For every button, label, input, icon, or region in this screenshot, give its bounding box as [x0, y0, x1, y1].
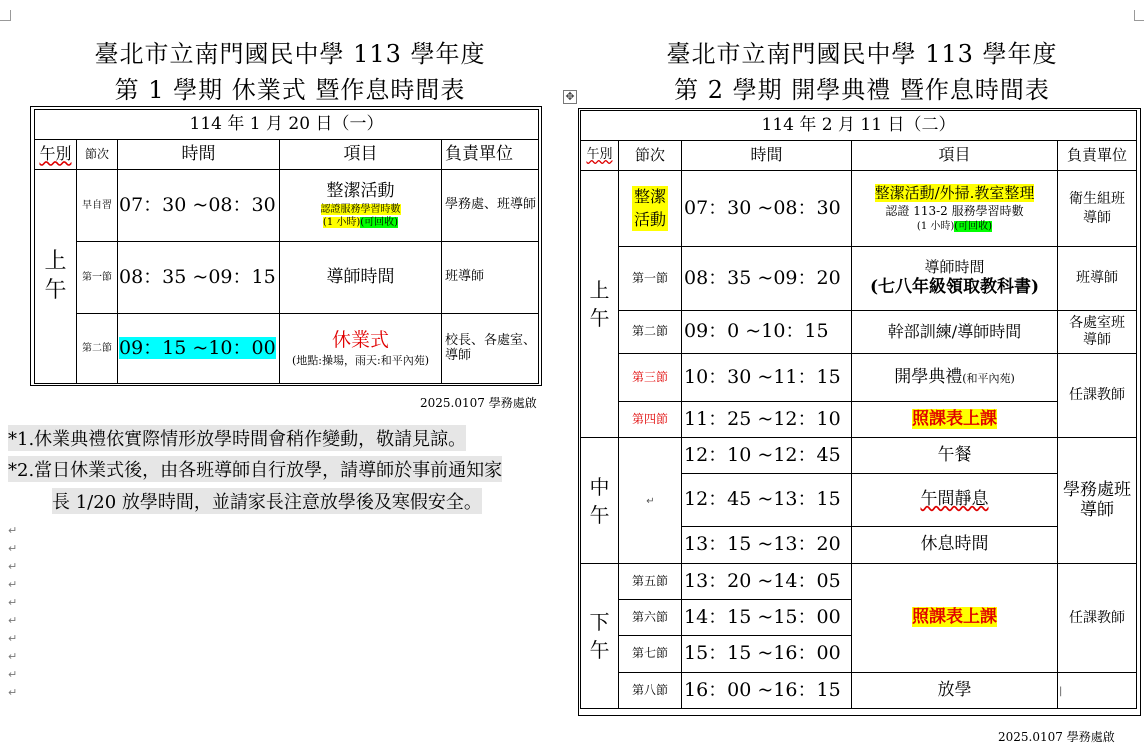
right-header-group: 午別 [581, 141, 619, 171]
right-r0-item-sub2a: (1 小時) [916, 220, 955, 232]
left-header-unit: 負責單位 [442, 140, 539, 170]
right-r0-session: 整潔活動 [619, 171, 682, 247]
left-row2-session: 第二節 [77, 314, 118, 384]
left-row0-item-sub2a: (1 小時) [322, 217, 361, 229]
right-r4-session: 第四節 [619, 402, 682, 438]
left-row0-item-main: 整潔活動 [326, 181, 395, 202]
right-r2-unit: 各處室班導師 [1058, 311, 1137, 354]
left-row2-item-sub1: (地點:操場，雨天:和平內苑) [292, 353, 429, 367]
right-r1-item [852, 247, 1058, 311]
right-r3-item-sub1: (和平內苑) [962, 371, 1015, 385]
left-title-line2: 第 1 學期 休業式 暨作息時間表 [114, 76, 466, 104]
right-r6-time: 12：45 ~13：15 [682, 474, 852, 527]
left-group-morning: 上午 [35, 170, 77, 384]
right-r10-time: 15：15 ~16：00 [682, 636, 852, 673]
right-date-cell: 114 年 2 月 11 日（二） [581, 111, 1137, 141]
right-r1-time: 08：35 ~09：20 [682, 247, 852, 311]
right-r5-item: 午餐 [852, 438, 1058, 474]
right-r2-item: 幹部訓練/導師時間 [852, 311, 1058, 354]
left-row1-session: 第一節 [77, 242, 118, 314]
right-title-line1: 臺北市立南門國民中學 113 學年度 [666, 40, 1058, 68]
right-r8-time: 13：20 ~14：05 [682, 564, 852, 600]
right-header-item: 項目 [852, 141, 1058, 171]
right-r567-unit: 學務處班導師 [1058, 438, 1137, 564]
right-r7-time: 13：15 ~13：20 [682, 527, 852, 564]
left-header-session: 節次 [77, 140, 118, 170]
right-r8-10-item: 照課表上課 [852, 564, 1058, 673]
right-r3-time: 10：30 ~11：15 [682, 354, 852, 402]
left-note-3: 長 1/20 放學時間，並請家長注意放學後及寒假安全。 [52, 488, 482, 514]
left-header-group: 午別 [35, 140, 77, 170]
right-r3-session: 第三節 [619, 354, 682, 402]
left-row1-time: 08：35 ~09：15 [118, 242, 280, 314]
right-r0-item-sub1: 認證 113-2 服務學習時數 [885, 203, 1024, 218]
right-r2-time: 09：0 ~10：15 [682, 311, 852, 354]
right-r0-item-main: 整潔活動/外掃.教室整理 [874, 183, 1035, 202]
paragraph-marks: ↵ ↵ ↵ ↵ ↵ ↵ ↵ ↵ ↵ ↵ [8, 524, 18, 699]
table-move-handle[interactable]: ✥ [563, 90, 577, 104]
right-noon-session-empty: ↵ [619, 438, 682, 564]
left-note-2: *2.當日休業式後，由各班導師自行放學，請導師於事前通知家 [8, 456, 502, 482]
left-header-item: 項目 [280, 140, 442, 170]
right-footer: 2025.0107 學務處啟 [998, 730, 1115, 744]
right-r8-10-unit: 任課教師 [1058, 564, 1137, 673]
right-r5-time: 12：10 ~12：45 [682, 438, 852, 474]
right-r11-item: 放學 [852, 673, 1058, 709]
left-row0-session: 早自習 [77, 170, 118, 242]
right-r0-unit: 衛生組班導師 [1058, 171, 1137, 247]
right-r10-session: 第七節 [619, 636, 682, 673]
left-row0-item-sub1: 認證服務學習時數 [320, 203, 401, 215]
left-row1-item: 導師時間 [280, 242, 442, 314]
right-r4-time: 11：25 ~12：10 [682, 402, 852, 438]
left-schedule-table [34, 109, 539, 384]
right-r3-item-main: 開學典禮 [894, 366, 963, 387]
left-row2-item-main: 休業式 [331, 328, 389, 351]
crop-mark-top-left [0, 10, 11, 21]
right-header-session: 節次 [619, 141, 682, 171]
right-r1-item-sub1: (七八年級領取教科書) [869, 277, 1040, 298]
right-group-morning: 上午 [581, 171, 619, 438]
left-row0-time: 07：30 ~08：30 [118, 170, 280, 242]
right-r1-item-main: 導師時間 [924, 258, 985, 277]
right-r0-item-sub2b: (可回收) [954, 220, 993, 232]
left-row2-item [280, 314, 442, 384]
right-r9-time: 14：15 ~15：00 [682, 600, 852, 636]
right-r0-time: 07：30 ~08：30 [682, 171, 852, 247]
right-r9-session: 第六節 [619, 600, 682, 636]
left-row0-unit: 學務處、班導師 [442, 170, 539, 242]
left-title-line1: 臺北市立南門國民中學 113 學年度 [94, 40, 486, 68]
left-row2-unit: 校長、各處室、導師 [442, 314, 539, 384]
right-r8-session: 第五節 [619, 564, 682, 600]
left-date-cell: 114 年 1 月 20 日（一） [35, 110, 539, 140]
left-row1-unit: 班導師 [442, 242, 539, 314]
right-r4-item: 照課表上課 [852, 402, 1058, 438]
right-r0-item [852, 171, 1058, 247]
right-r11-time: 16：00 ~16：15 [682, 673, 852, 709]
right-header-time: 時間 [682, 141, 852, 171]
right-r1-session: 第一節 [619, 247, 682, 311]
right-group-noon: 中午 [581, 438, 619, 564]
right-r1-unit: 班導師 [1058, 247, 1137, 311]
right-schedule-table [580, 110, 1137, 709]
right-r6-item: 午間靜息 [852, 474, 1058, 527]
left-header-time: 時間 [118, 140, 280, 170]
right-r3-item [852, 354, 1058, 402]
right-r34-unit: 任課教師 [1058, 354, 1137, 438]
right-r11-unit-empty: | [1058, 673, 1137, 709]
left-row0-item-sub2b: (可回收) [360, 217, 399, 229]
left-footer: 2025.0107 學務處啟 [420, 396, 537, 410]
right-r2-session: 第二節 [619, 311, 682, 354]
crop-mark-top-right [1134, 10, 1144, 21]
left-note-1: *1.休業典禮依實際情形放學時間會稍作變動，敬請見諒。 [8, 425, 466, 451]
right-title-line2: 第 2 學期 開學典禮 暨作息時間表 [674, 76, 1050, 104]
right-r7-item: 休息時間 [852, 527, 1058, 564]
right-group-afternoon: 下午 [581, 564, 619, 709]
right-r11-session: 第八節 [619, 673, 682, 709]
left-row0-item [280, 170, 442, 242]
right-header-unit: 負責單位 [1058, 141, 1137, 171]
left-row2-time: 09：15 ~10：00 [118, 314, 280, 384]
